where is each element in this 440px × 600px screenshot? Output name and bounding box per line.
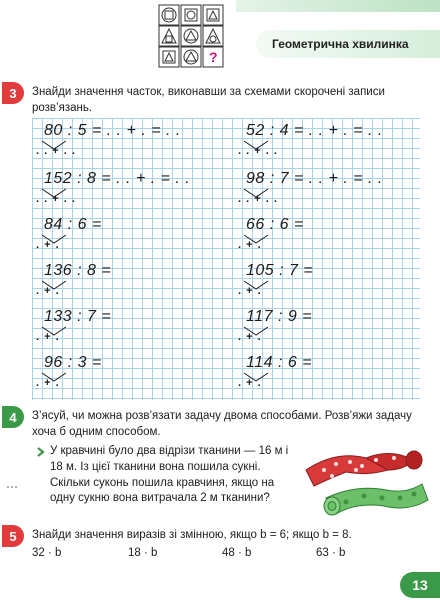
division-scheme xyxy=(36,354,206,396)
task4-problem: У кравчині було два відрізи тканини — 16 м і 18 м. Із цієї тканини вона пошила сукні. Скільки суконь пошила кравчиня, якщо на одну сукню вона витрачала 2 м тканини? xyxy=(50,445,289,505)
header-band xyxy=(236,0,440,72)
division-scheme xyxy=(238,122,408,164)
division-scheme xyxy=(36,170,206,212)
scheme-subparts: . . + . . xyxy=(36,193,76,205)
scheme-subparts: . + . xyxy=(36,377,60,389)
shapes-grid-icon xyxy=(158,4,224,68)
division-scheme xyxy=(36,308,206,350)
division-scheme xyxy=(238,170,408,212)
scheme-subparts: . + . xyxy=(238,239,262,251)
division-scheme xyxy=(36,262,206,304)
geometry-puzzle xyxy=(158,4,224,68)
scheme-subparts: . + . xyxy=(36,331,60,343)
division-scheme xyxy=(238,216,408,258)
scheme-subparts: . + . xyxy=(36,239,60,251)
task4-text: З’ясуй, чи можна розв’язати задачу двома способами. Розв’яжи задачу хоча б одним способом. xyxy=(32,410,412,438)
scheme-expression: 117 : 9 = xyxy=(246,308,313,325)
expression-3: 48 · b xyxy=(222,547,252,559)
scheme-subparts: . . + . . xyxy=(238,145,278,157)
division-scheme xyxy=(36,122,206,164)
page-title: Геометрична хвилинка xyxy=(272,37,409,51)
scheme-expression: 114 : 6 = xyxy=(246,354,313,371)
task-number-4: 4 xyxy=(2,406,24,428)
scheme-subparts: . + . xyxy=(238,285,262,297)
task3-text: Знайди значення часток, виконавши за схемами скорочені записи розв’язань. xyxy=(32,86,385,114)
expression-1: 32 · b xyxy=(32,547,62,559)
expression-2: 18 · b xyxy=(128,547,158,559)
division-scheme xyxy=(238,354,408,396)
task-number-5: 5 xyxy=(2,525,24,547)
scheme-expression: 52 : 4 = . . + . = . . xyxy=(246,122,383,139)
scheme-subparts: . + . xyxy=(36,285,60,297)
scheme-expression: 105 : 7 = xyxy=(246,262,314,279)
division-scheme xyxy=(238,308,408,350)
task5-text: Знайди значення виразів зі змінною, якщо b = 6; якщо b = 8. xyxy=(32,529,352,541)
page-number: 13 xyxy=(400,572,440,598)
scheme-subparts: . . + . . xyxy=(36,145,76,157)
expression-4: 63 · b xyxy=(316,547,346,559)
scheme-expression: 66 : 6 = xyxy=(246,216,304,233)
task-number-3: 3 xyxy=(2,82,24,104)
scheme-subparts: . + . xyxy=(238,331,262,343)
fabric-rolls-illustration xyxy=(296,440,436,520)
scheme-expression: 84 : 6 = xyxy=(44,216,102,233)
scheme-expression: 80 : 5 = . . + . = . . xyxy=(44,122,181,139)
bullet-arrow-icon xyxy=(36,447,46,457)
scheme-subparts: . . + . . xyxy=(238,193,278,205)
dots-mark-icon xyxy=(6,484,18,490)
scheme-expression: 96 : 3 = xyxy=(44,354,102,371)
division-scheme xyxy=(36,216,206,258)
scheme-expression: 152 : 8 = . . + . = . . xyxy=(44,170,191,187)
scheme-expression: 136 : 8 = xyxy=(44,262,112,279)
svg-text:?: ? xyxy=(209,49,218,65)
scheme-subparts: . + . xyxy=(238,377,262,389)
division-scheme xyxy=(238,262,408,304)
scheme-expression: 98 : 7 = . . + . = . . xyxy=(246,170,383,187)
scheme-expression: 133 : 7 = xyxy=(44,308,112,325)
